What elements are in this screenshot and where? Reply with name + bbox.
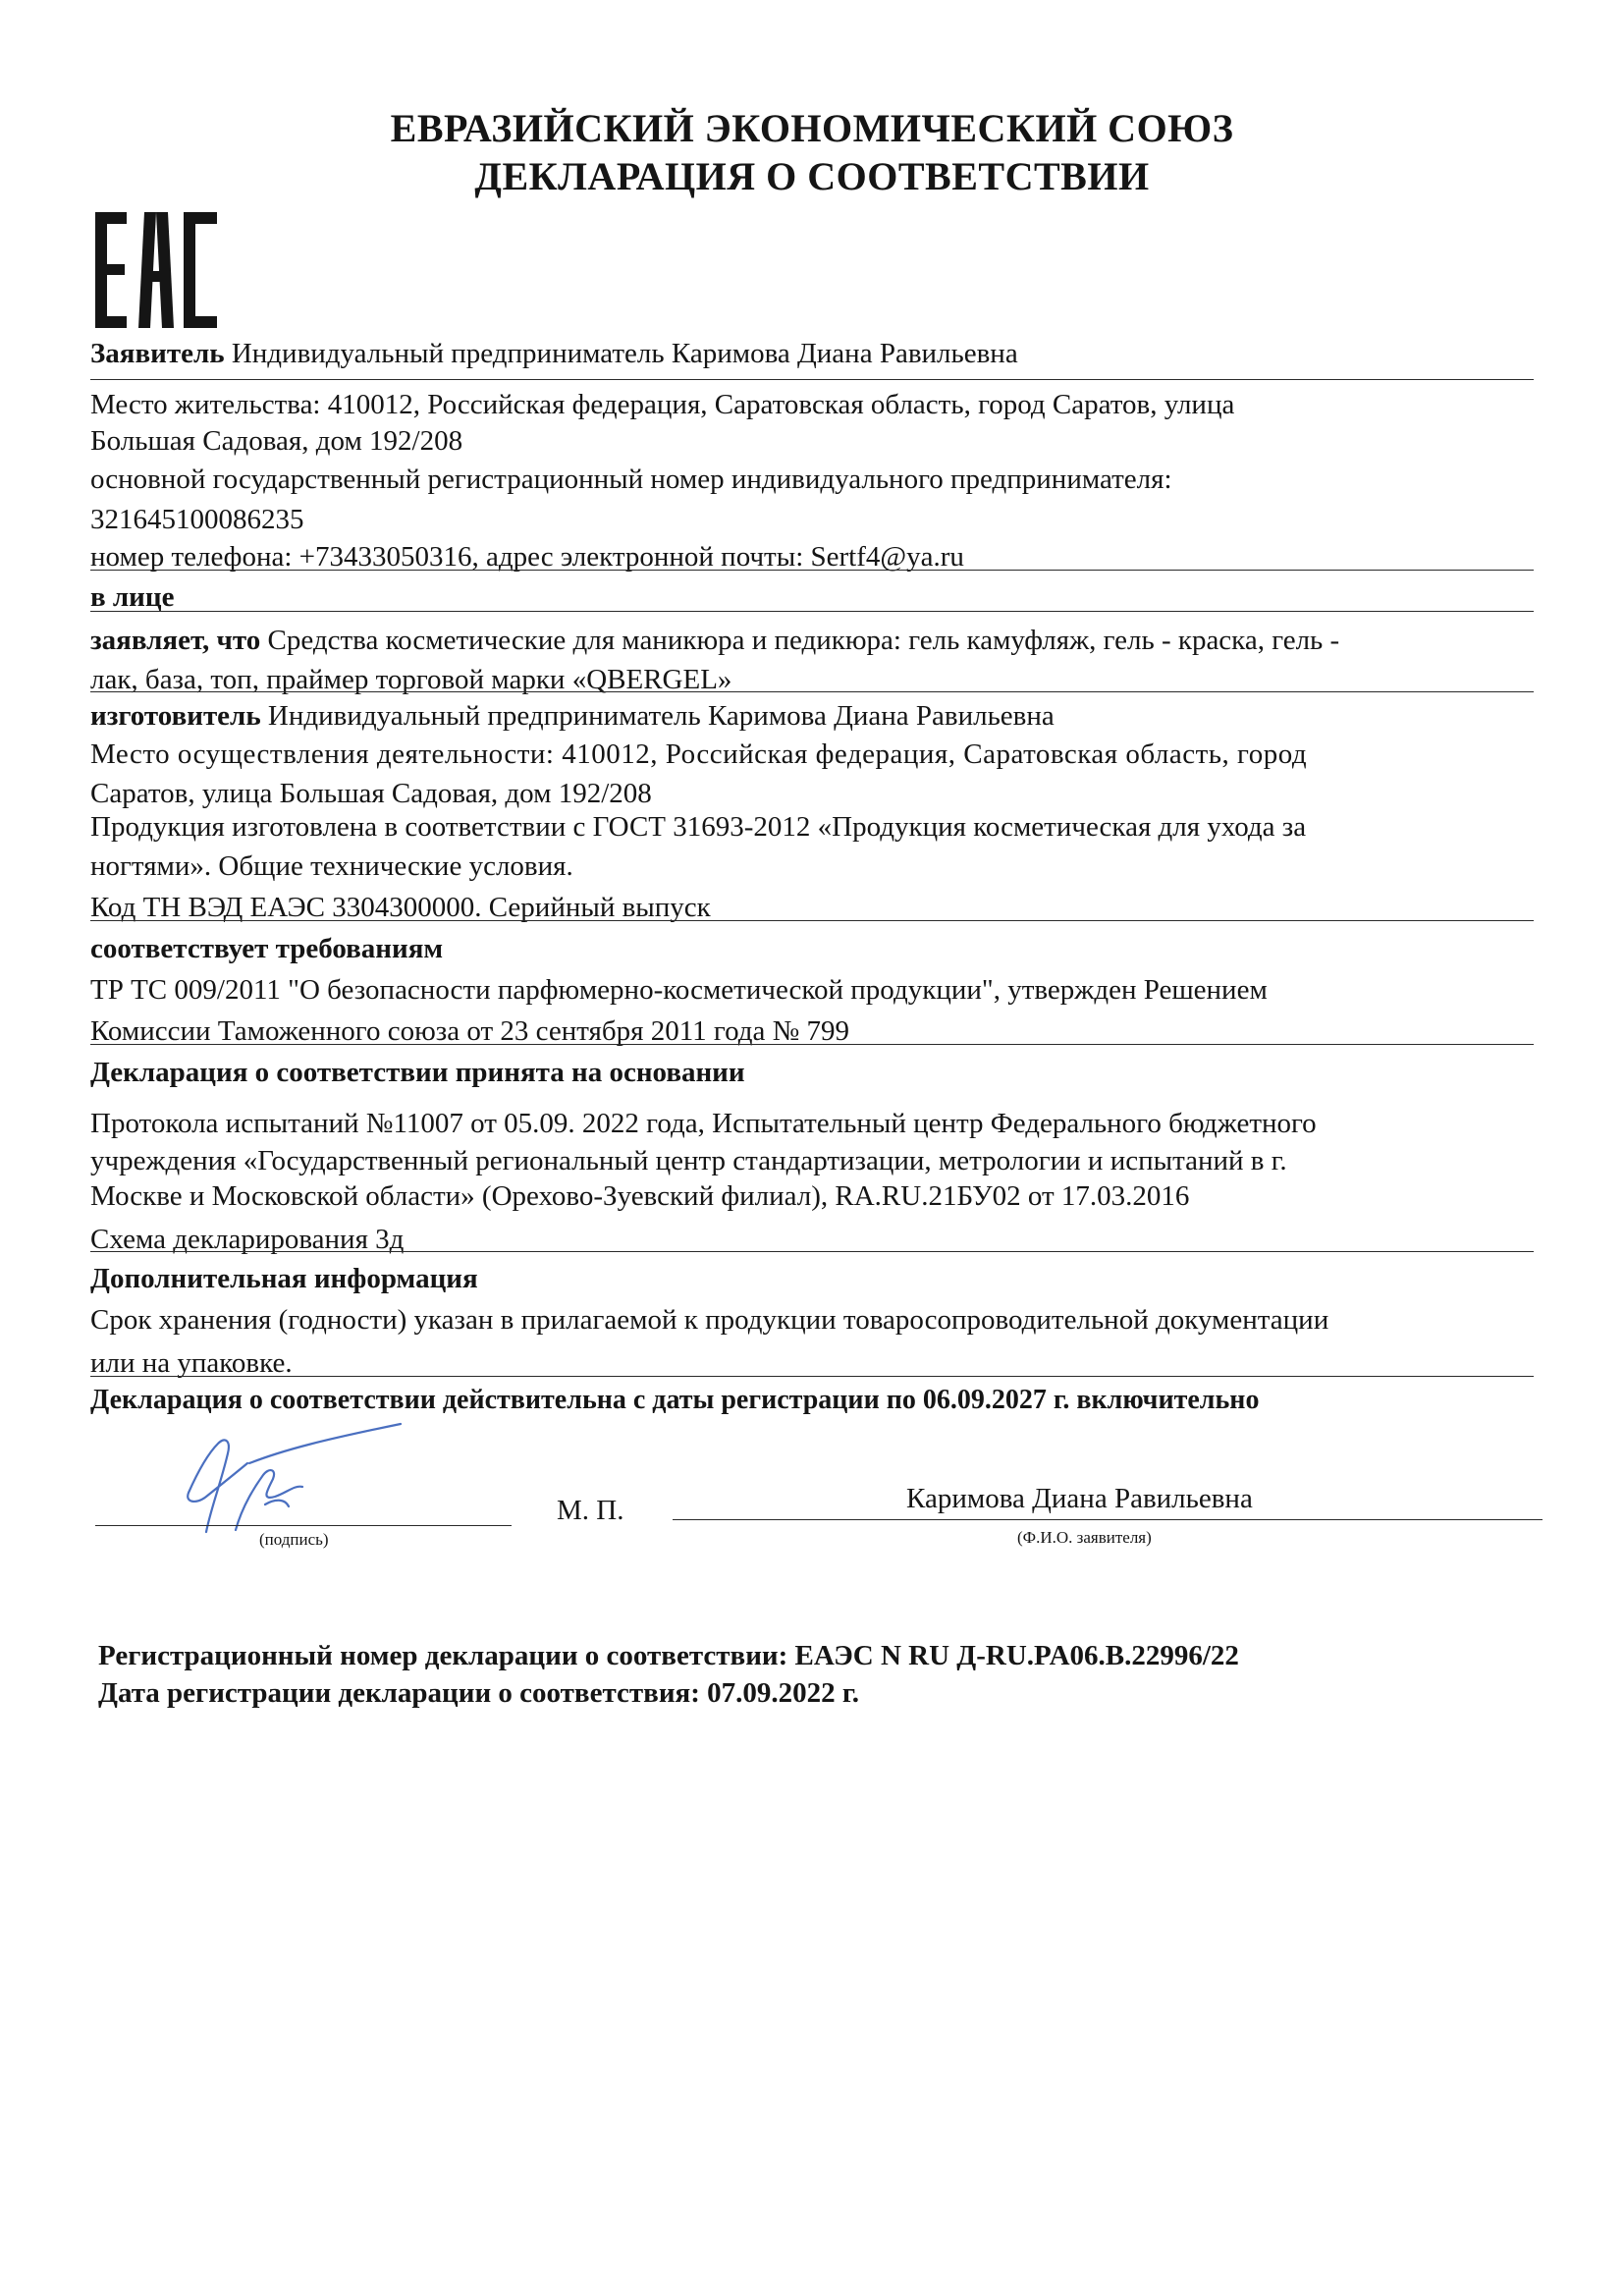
manufacturer-name: Индивидуальный предприниматель Каримова Диана Равильевна bbox=[267, 700, 1055, 732]
applicant-contacts: номер телефона: +73433050316, адрес электронной почты: Sertf4@ya.ru bbox=[90, 541, 964, 573]
signer-name-caption: (Ф.И.О. заявителя) bbox=[1017, 1528, 1152, 1547]
divider bbox=[90, 1376, 1534, 1377]
applicant-name: Индивидуальный предприниматель Каримова Диана Равильевна bbox=[231, 338, 1018, 369]
applicant-ogrn-line2: 321645100086235 bbox=[90, 504, 304, 535]
divider bbox=[90, 920, 1534, 921]
name-line bbox=[673, 1519, 1543, 1520]
divider bbox=[90, 1251, 1534, 1252]
stamp-label: М. П. bbox=[557, 1495, 624, 1526]
standard-line1: Продукция изготовлена в соответствии с ГОСТ 31693-2012 «Продукция косметическая для ухода за bbox=[90, 811, 1307, 843]
divider bbox=[90, 1044, 1534, 1045]
applicant-label: Заявитель bbox=[90, 338, 225, 369]
manufacturer-label: изготовитель bbox=[90, 700, 261, 732]
divider bbox=[90, 691, 1534, 692]
standard-line2: ногтями». Общие технические условия. bbox=[90, 850, 573, 882]
registration-number: Регистрационный номер декларации о соответствии: ЕАЭС N RU Д-RU.PA06.B.22996/22 bbox=[98, 1640, 1239, 1671]
basis-line2: учреждения «Государственный региональный центр стандартизации, метрологии и испытаний в г. bbox=[90, 1145, 1287, 1176]
basis-line1: Протокола испытаний №11007 от 05.09. 2022 года, Испытательный центр Федерального бюджетного bbox=[90, 1108, 1317, 1139]
additional-line2: или на упаковке. bbox=[90, 1347, 293, 1379]
basis-line4: Схема декларирования 3д bbox=[90, 1224, 405, 1255]
signer-name: Каримова Диана Равильевна bbox=[906, 1483, 1253, 1514]
conforms-label: соответствует требованиям bbox=[90, 933, 444, 964]
product-line1: Средства косметические для маникюра и педикюра: гель камуфляж, гель - краска, гель - bbox=[267, 625, 1340, 656]
registration-date: Дата регистрации декларации о соответствия: 07.09.2022 г. bbox=[98, 1677, 860, 1709]
declares-label: заявляет, что bbox=[90, 625, 261, 656]
manufacturer-place-line2: Саратов, улица Большая Садовая, дом 192/208 bbox=[90, 778, 652, 809]
applicant-address-line1: Место жительства: 410012, Российская федерация, Саратовская область, город Саратов, улица bbox=[90, 389, 1235, 420]
conforms-line2: Комиссии Таможенного союза от 23 сентября 2011 года № 799 bbox=[90, 1015, 850, 1047]
product-code: Код ТН ВЭД ЕАЭС 3304300000. Серийный выпуск bbox=[90, 892, 711, 923]
basis-label: Декларация о соответствии принята на основании bbox=[90, 1057, 745, 1088]
signature-line bbox=[95, 1525, 512, 1526]
additional-line1: Срок хранения (годности) указан в прилагаемой к продукции товаросопроводительной документации bbox=[90, 1304, 1329, 1336]
applicant-address-line2: Большая Садовая, дом 192/208 bbox=[90, 425, 463, 457]
handwritten-signature bbox=[167, 1414, 422, 1542]
signature-caption: (подпись) bbox=[259, 1530, 329, 1549]
applicant-ogrn-line1: основной государственный регистрационный номер индивидуального предпринимателя: bbox=[90, 464, 1172, 495]
divider bbox=[90, 379, 1534, 380]
basis-line3: Москве и Московской области» (Орехово-Зуевский филиал), RA.RU.21БУ02 от 17.03.2016 bbox=[90, 1180, 1190, 1212]
additional-label: Дополнительная информация bbox=[90, 1263, 478, 1294]
conforms-line1: ТР ТС 009/2011 "О безопасности парфюмерно-косметической продукции", утвержден Решением bbox=[90, 974, 1268, 1006]
divider bbox=[90, 611, 1534, 612]
represented-by-label: в лице bbox=[90, 581, 175, 613]
eac-mark-icon bbox=[95, 212, 223, 330]
manufacturer-place-line1: Место осуществления деятельности: 410012, Российская федерация, Саратовская область, город bbox=[90, 738, 1308, 770]
divider bbox=[90, 570, 1534, 571]
union-title: ЕВРАЗИЙСКИЙ ЭКОНОМИЧЕСКИЙ СОЮЗ bbox=[390, 106, 1234, 150]
product-line2: лак, база, топ, праймер торговой марки «QBERGEL» bbox=[90, 664, 732, 695]
document-title: ДЕКЛАРАЦИЯ О СООТВЕТСТВИИ bbox=[474, 154, 1150, 198]
validity-statement: Декларация о соответствии действительна с даты регистрации по 06.09.2027 г. включительно bbox=[90, 1385, 1260, 1415]
